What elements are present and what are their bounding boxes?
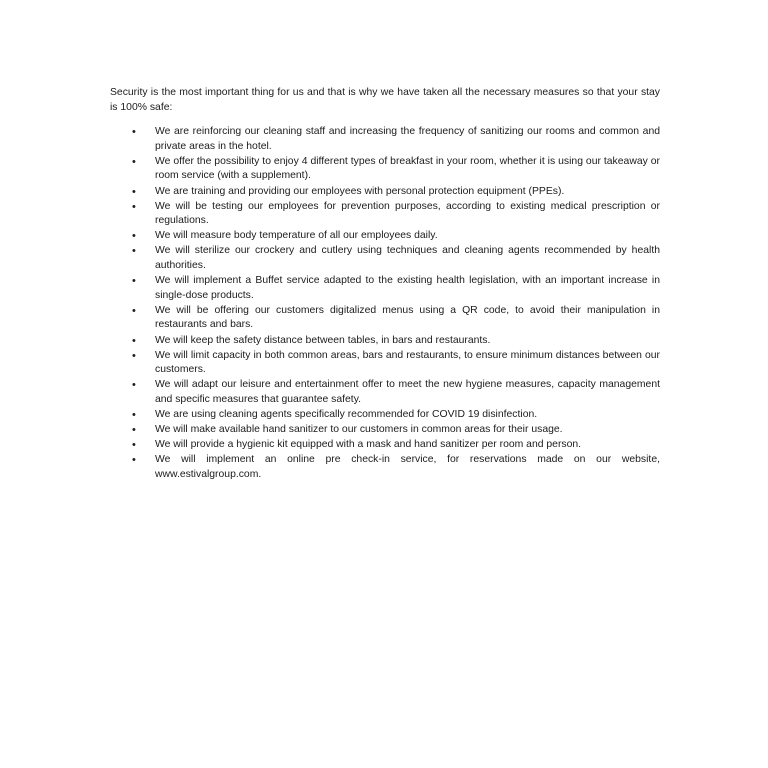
list-item-text: We will implement an online pre check-in service, for reservations made on our website, www.estivalgroup.com. <box>155 454 660 480</box>
list-item <box>110 349 660 378</box>
safety-measures-list <box>110 125 660 482</box>
list-item <box>110 274 660 303</box>
bullet-icon: • <box>132 424 136 437</box>
list-item <box>110 423 660 438</box>
list-item <box>110 200 660 229</box>
list-item-text: We are training and providing our employees with personal protection equipment (PPEs). <box>155 185 565 197</box>
bullet-icon: • <box>132 126 136 139</box>
bullet-icon: • <box>132 155 136 168</box>
bullet-icon: • <box>132 185 136 198</box>
list-item <box>110 155 660 184</box>
bullet-icon: • <box>132 454 136 467</box>
list-item-text: We will be testing our employees for prevention purposes, according to existing medical prescription or regulations. <box>155 200 660 227</box>
list-item <box>110 334 660 349</box>
bullet-icon: • <box>132 439 136 452</box>
bullet-icon: • <box>132 275 136 288</box>
list-item <box>110 244 660 273</box>
intro-paragraph: Security is the most important thing for us and that is why we have taken all the necessary measures so that your stay is 100% safe: <box>110 87 660 113</box>
list-item <box>110 378 660 407</box>
list-item <box>110 185 660 200</box>
list-item <box>110 304 660 333</box>
list-item-text: We will measure body temperature of all our employees daily. <box>155 230 438 242</box>
list-item-text: We will adapt our leisure and entertainment offer to meet the new hygiene measures, capacity management and specific measures that guarantee safety. <box>155 379 660 405</box>
list-item-text: We will implement a Buffet service adapted to the existing health legislation, with an important increase in single-dose products. <box>155 275 660 301</box>
list-item-text: We will provide a hygienic kit equipped with a mask and hand sanitizer per room and person. <box>155 439 582 451</box>
bullet-icon: • <box>132 334 136 347</box>
list-item <box>110 125 660 154</box>
bullet-icon: • <box>132 304 136 317</box>
list-item-text: We will limit capacity in both common areas, bars and restaurants, to ensure minimum distances between our customers. <box>155 349 660 376</box>
list-item <box>110 453 660 482</box>
list-item <box>110 229 660 244</box>
bullet-icon: • <box>132 200 136 213</box>
list-item-text: We offer the possibility to enjoy 4 different types of breakfast in your room, whether it is using our takeaway or room service (with a supplement). <box>155 155 660 182</box>
list-item <box>110 408 660 423</box>
bullet-icon: • <box>132 230 136 243</box>
bullet-icon: • <box>132 245 136 258</box>
list-item-text: We will be offering our customers digitalized menus using a QR code, to avoid their manipulation in restaurants and bars. <box>155 304 660 331</box>
bullet-icon: • <box>132 408 136 421</box>
list-item-text: We will keep the safety distance between tables, in bars and restaurants. <box>155 334 491 346</box>
list-item-text: We are reinforcing our cleaning staff and increasing the frequency of sanitizing our rooms and common and private areas in the hotel. <box>155 126 660 152</box>
list-item-text: We will sterilize our crockery and cutlery using techniques and cleaning agents recommended by health authorities. <box>155 245 660 272</box>
list-item-text: We are using cleaning agents specifically recommended for COVID 19 disinfection. <box>155 408 538 420</box>
bullet-icon: • <box>132 379 136 392</box>
list-item-text: We will make available hand sanitizer to our customers in common areas for their usage. <box>155 424 563 436</box>
bullet-icon: • <box>132 349 136 362</box>
list-item <box>110 438 660 453</box>
